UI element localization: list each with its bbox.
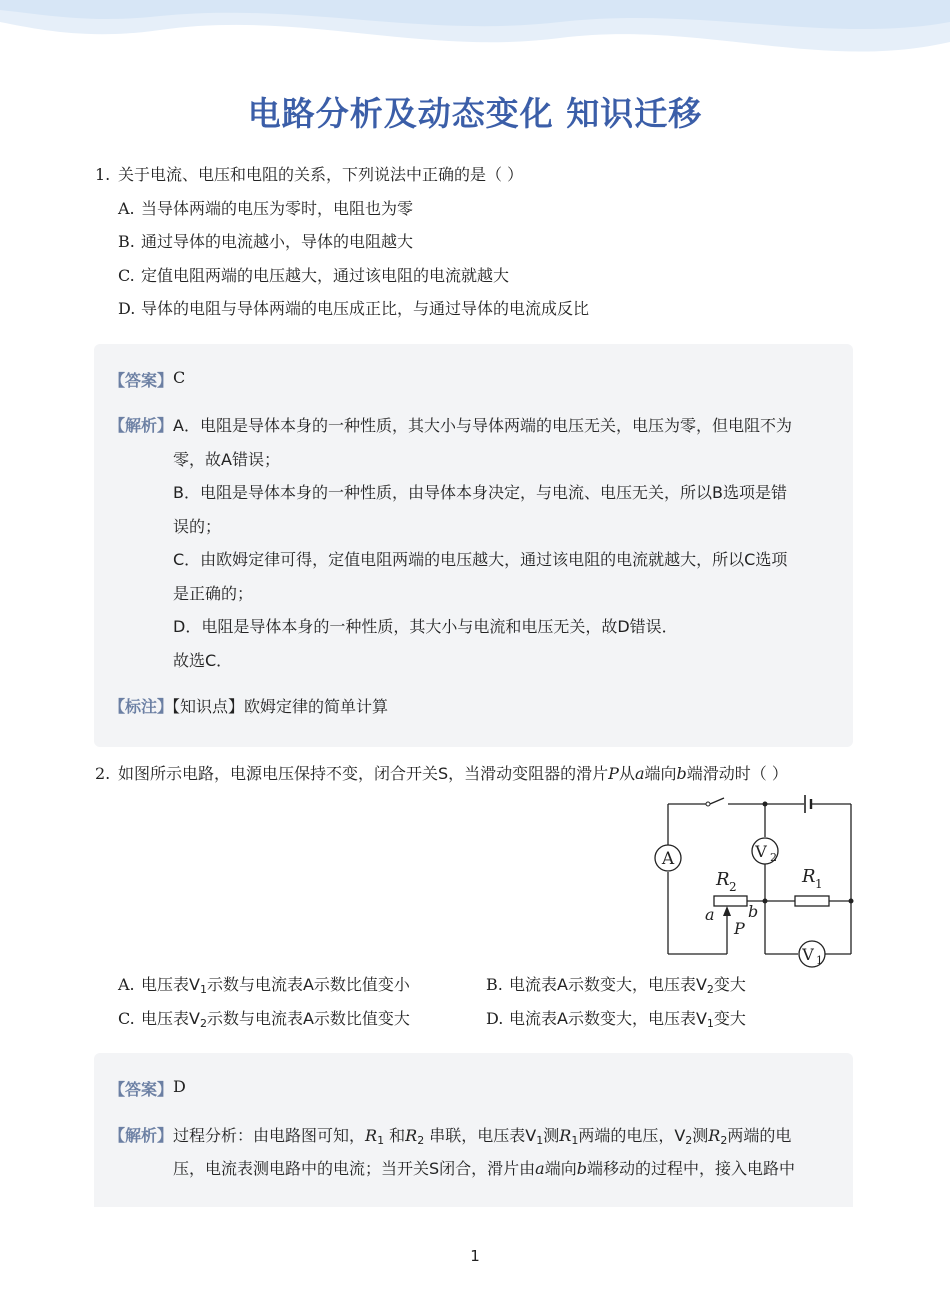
v2-label: V <box>755 842 767 861</box>
answer-label: 【答案】 <box>109 371 174 390</box>
option-subscript: 2 <box>706 983 714 996</box>
end-b-label: b <box>748 902 759 921</box>
option-text: 当导体两端的电压为零时，电阻也为零 <box>141 199 414 218</box>
answer-value: C <box>173 368 186 387</box>
question-text: 关于电流、电压和电阻的关系，下列说法中正确的是（ ） <box>118 165 524 184</box>
q1-option-c[interactable] <box>118 266 509 286</box>
question-text: 端向 <box>644 764 677 783</box>
r2-label: R <box>716 869 730 890</box>
analysis-line: B．电阻是导体本身的一种性质，由导体本身决定，与电流、电压无关，所以B选项是错 <box>173 483 787 502</box>
option-text: 示数与电流表A示数比值变大 <box>206 1009 410 1028</box>
r1-label: R <box>802 866 816 887</box>
junction-dot <box>763 899 768 904</box>
note-label: 【标注】 <box>109 697 174 716</box>
question-1-stem <box>95 165 523 185</box>
question-number: 1. <box>95 165 111 184</box>
analysis-line: D．电阻是导体本身的一种性质，其大小与电流和电压无关，故D错误． <box>173 617 678 636</box>
analysis-line: 压，电流表测电路中的电流；当开关S闭合，滑片由a端向b端移动的过程中，接入电路中 <box>173 1159 795 1178</box>
slider-arrow-head <box>723 906 731 916</box>
page-title: 电路分析及动态变化 知识迁移 <box>247 94 703 133</box>
r1-label-sub: 1 <box>815 877 823 891</box>
option-text: 变大 <box>713 1009 746 1028</box>
resistor-r1 <box>795 896 829 906</box>
q2-option-a[interactable] <box>118 975 410 995</box>
analysis-line: 故选C． <box>173 651 233 670</box>
answer-value: D <box>173 1077 186 1096</box>
q2-answer-box <box>94 1053 853 1207</box>
question-number: 2. <box>95 764 111 783</box>
analysis-line: 过程分析：由电路图可知，$R_1$ 和$R_2$ 串联，电压表$V_1$测$R_1$两端的电压，$V_2$测$R_2$两端的电 <box>173 1126 792 1147</box>
analysis-line: 零，故A错误； <box>173 450 280 469</box>
question-2-stem <box>95 764 788 784</box>
q2-option-c[interactable] <box>118 1009 410 1029</box>
option-text: 电压表V <box>141 1009 200 1028</box>
v2-label-sub: 2 <box>770 851 777 864</box>
end-a-label: a <box>705 905 715 924</box>
end-b-symbol: b <box>676 764 687 783</box>
option-text: 电压表V <box>141 975 200 994</box>
option-key: B. <box>118 232 135 251</box>
option-key: D. <box>486 1009 504 1028</box>
note-text: 【知识点】欧姆定律的简单计算 <box>164 697 389 716</box>
circuit-diagram <box>650 790 860 970</box>
analysis-label: 【解析】 <box>109 416 174 435</box>
option-text: 导体的电阻与导体两端的电压成正比，与通过导体的电流成反比 <box>141 299 590 318</box>
switch-blade <box>710 798 724 804</box>
ammeter-label: A <box>661 849 675 869</box>
question-text: 端滑动时（ ） <box>686 764 788 783</box>
q2-option-b[interactable] <box>486 975 746 995</box>
option-text: 电流表A示数变大，电压表V <box>509 975 707 994</box>
end-a-symbol: a <box>634 764 645 783</box>
question-text: 如图所示电路，电源电压保持不变，闭合开关S，当滑动变阻器的滑片 <box>118 764 609 783</box>
analysis-line: 误的； <box>173 517 222 536</box>
slider-p-label: P <box>734 919 745 938</box>
option-key: A. <box>118 199 135 218</box>
option-key: A. <box>118 975 135 994</box>
option-subscript: 1 <box>706 1017 714 1030</box>
q2-option-d[interactable] <box>486 1009 746 1029</box>
slider-p-symbol: P <box>608 764 619 783</box>
junction-dot <box>763 802 768 807</box>
option-text: 变大 <box>713 975 746 994</box>
option-text: 示数与电流表A示数比值变小 <box>206 975 410 994</box>
header-wave-decoration <box>0 0 950 75</box>
option-key: D. <box>118 299 136 318</box>
option-subscript: 2 <box>199 1017 207 1030</box>
analysis-label: 【解析】 <box>109 1126 174 1145</box>
question-text: 从 <box>618 764 635 783</box>
option-text: 通过导体的电流越小，导体的电阻越大 <box>141 232 414 251</box>
q1-option-b[interactable] <box>118 232 413 252</box>
q1-option-a[interactable] <box>118 199 413 219</box>
option-key: C. <box>118 266 135 285</box>
option-text: 电流表A示数变大，电压表V <box>509 1009 707 1028</box>
analysis-line: C．由欧姆定律可得，定值电阻两端的电压越大，通过该电阻的电流就越大，所以C选项 <box>173 550 788 569</box>
analysis-line: A．电阻是导体本身的一种性质，其大小与导体两端的电压无关，电压为零，但电阻不为 <box>173 416 792 435</box>
switch-contact <box>706 802 710 806</box>
q1-option-d[interactable] <box>118 299 589 319</box>
v1-label: V <box>802 945 814 964</box>
option-key: B. <box>486 975 503 994</box>
v1-label-sub: 1 <box>816 954 823 967</box>
junction-dot <box>849 899 854 904</box>
r2-label-sub: 2 <box>729 880 737 894</box>
option-key: C. <box>118 1009 135 1028</box>
answer-label: 【答案】 <box>109 1080 174 1099</box>
analysis-line: 是正确的； <box>173 584 254 603</box>
option-subscript: 1 <box>199 983 207 996</box>
option-text: 定值电阻两端的电压越大，通过该电阻的电流就越大 <box>141 266 510 285</box>
q1-answer-box <box>94 344 853 747</box>
page-number: 1 <box>470 1247 480 1265</box>
resistor-r2 <box>714 896 747 906</box>
